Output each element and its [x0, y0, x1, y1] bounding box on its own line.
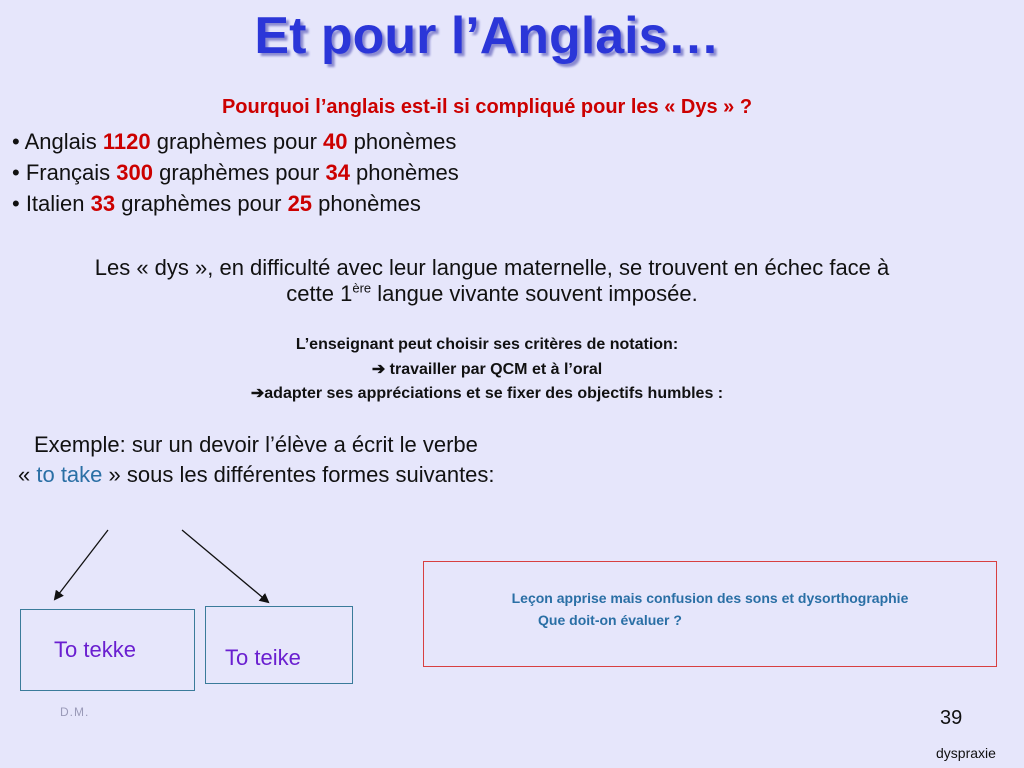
- smudged-label: D.M.: [60, 705, 90, 719]
- comment-line-1: Leçon apprise mais confusion des sons et dysorthographie: [511, 590, 909, 606]
- paragraph-line-2-end: langue vivante souvent imposée.: [371, 281, 698, 306]
- subtitle: Pourquoi l’anglais est-il si compliqué pour les « Dys » ?: [221, 96, 753, 118]
- form-tekke: To tekke: [54, 637, 136, 662]
- phoneme-count: 40: [323, 129, 348, 154]
- form-box-tekke: [20, 609, 195, 691]
- bullet-label: • Anglais: [12, 129, 103, 154]
- form-teike: To teike: [225, 645, 301, 670]
- grapheme-count: 1120: [102, 129, 151, 154]
- phoneme-count: 34: [325, 160, 350, 185]
- teacher-heading: L’enseignant peut choisir ses critères de notation:: [295, 336, 679, 353]
- verb-to-take: to take: [36, 462, 103, 487]
- paragraph-line-1: Les « dys », en difficulté avec leur langue maternelle, se trouvent en échec face à: [94, 255, 890, 280]
- bullet-middle: graphèmes pour: [150, 129, 324, 154]
- teacher-point-text: adapter ses appréciations et se fixer des objectifs humbles :: [264, 385, 724, 402]
- ordinal-superscript: ère: [352, 280, 372, 296]
- bullet-label: • Italien: [12, 191, 91, 216]
- grapheme-count: 300: [116, 160, 154, 185]
- arrow-icon: ➔: [250, 385, 265, 402]
- bullet-suffix: phonèmes: [312, 191, 421, 216]
- example-line-2-end: » sous les différentes formes suivantes:: [102, 462, 495, 487]
- comment-box: [423, 561, 997, 667]
- bullet-label: • Français: [12, 160, 117, 185]
- arrow-left-line: [55, 530, 108, 599]
- arrow-right-line: [182, 530, 268, 602]
- open-quote: «: [18, 462, 37, 487]
- grapheme-count: 33: [90, 191, 116, 216]
- bullet-suffix: phonèmes: [347, 129, 457, 154]
- bullet-middle: graphèmes pour: [115, 191, 288, 216]
- page-title: Et pour l’Anglais…: [254, 7, 720, 65]
- footer-label: dyspraxie: [936, 745, 996, 761]
- comment-line-2: Que doit-on évaluer ?: [538, 612, 682, 628]
- example-line-1: Exemple: sur un devoir l’élève a écrit le verbe: [34, 432, 478, 457]
- arrow-icon: ➔: [371, 361, 386, 378]
- teacher-point-text: travailler par QCM et à l’oral: [385, 361, 603, 378]
- phoneme-count: 25: [287, 191, 313, 216]
- bullet-middle: graphèmes pour: [153, 160, 326, 185]
- bullet-suffix: phonèmes: [349, 160, 459, 185]
- page-number: 39: [940, 707, 963, 729]
- paragraph-line-2-start: cette 1: [286, 281, 353, 306]
